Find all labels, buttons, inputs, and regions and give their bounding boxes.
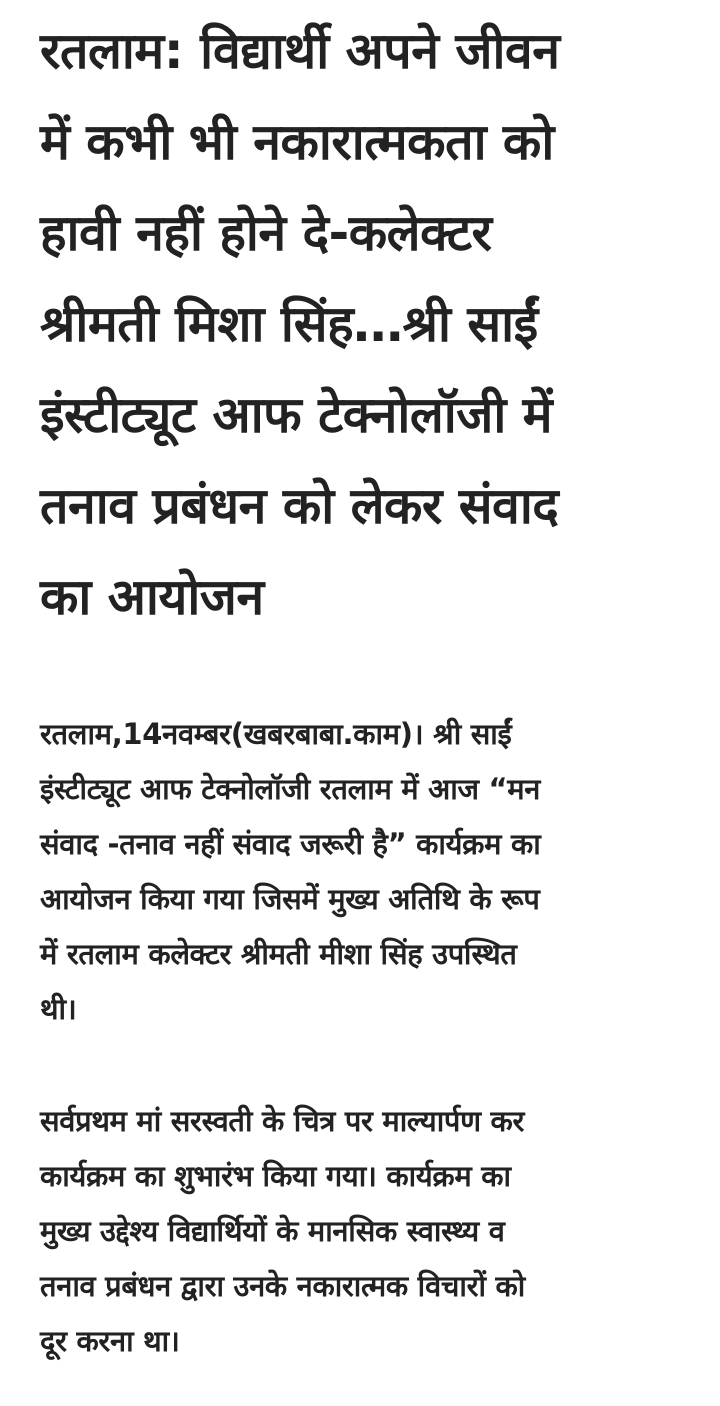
news-article bbox=[40, 0, 680, 1358]
headline-line: में कभी भी नकारात्मकता को bbox=[40, 113, 554, 171]
paragraph-line: तनाव प्रबंधन द्वारा उनके नकारात्मक विचारों को bbox=[40, 1269, 525, 1303]
paragraph-line: रतलाम,14नवम्बर(खबरबाबा.काम)। श्री साईं bbox=[40, 717, 512, 751]
headline-line: श्रीमती मिशा सिंह…श्री साईं bbox=[40, 295, 538, 353]
paragraph-line: दूर करना था। bbox=[40, 1324, 180, 1358]
headline-line: तनाव प्रबंधन को लेकर संवाद bbox=[40, 477, 559, 535]
paragraph-line: कार्यक्रम का शुभारंभ किया गया। कार्यक्रम का bbox=[40, 1159, 511, 1193]
paragraph-line: में रतलाम कलेक्टर श्रीमती मीशा सिंह उपस्थित bbox=[40, 937, 517, 971]
paragraph-line: संवाद -तनाव नहीं संवाद जरूरी है” कार्यक्रम का bbox=[40, 827, 541, 861]
headline-line: का आयोजन bbox=[40, 568, 264, 626]
paragraph-line: मुख्य उद्देश्य विद्यार्थियों के मानसिक स्वास्थ्य व bbox=[40, 1214, 505, 1248]
headline-line: हावी नहीं होने दे-कलेक्टर bbox=[40, 204, 492, 262]
paragraph-line: इंस्टीट्यूट आफ टेक्नोलॉजी रतलाम में आज “मन bbox=[40, 772, 541, 806]
article-paragraph-2 bbox=[40, 1094, 525, 1369]
headline-line: इंस्टीट्यूट आफ टेक्नोलॉजी में bbox=[40, 386, 553, 444]
article-paragraph-1 bbox=[40, 707, 540, 1037]
paragraph-line: थी। bbox=[40, 992, 77, 1026]
headline-line: रतलाम: विद्यार्थी अपने जीवन bbox=[40, 22, 560, 80]
paragraph-line: आयोजन किया गया जिसमें मुख्य अतिथि के रूप bbox=[40, 882, 540, 916]
paragraph-line: सर्वप्रथम मां सरस्वती के चित्र पर माल्यार्पण कर bbox=[40, 1104, 525, 1138]
article-headline bbox=[40, 0, 680, 643]
